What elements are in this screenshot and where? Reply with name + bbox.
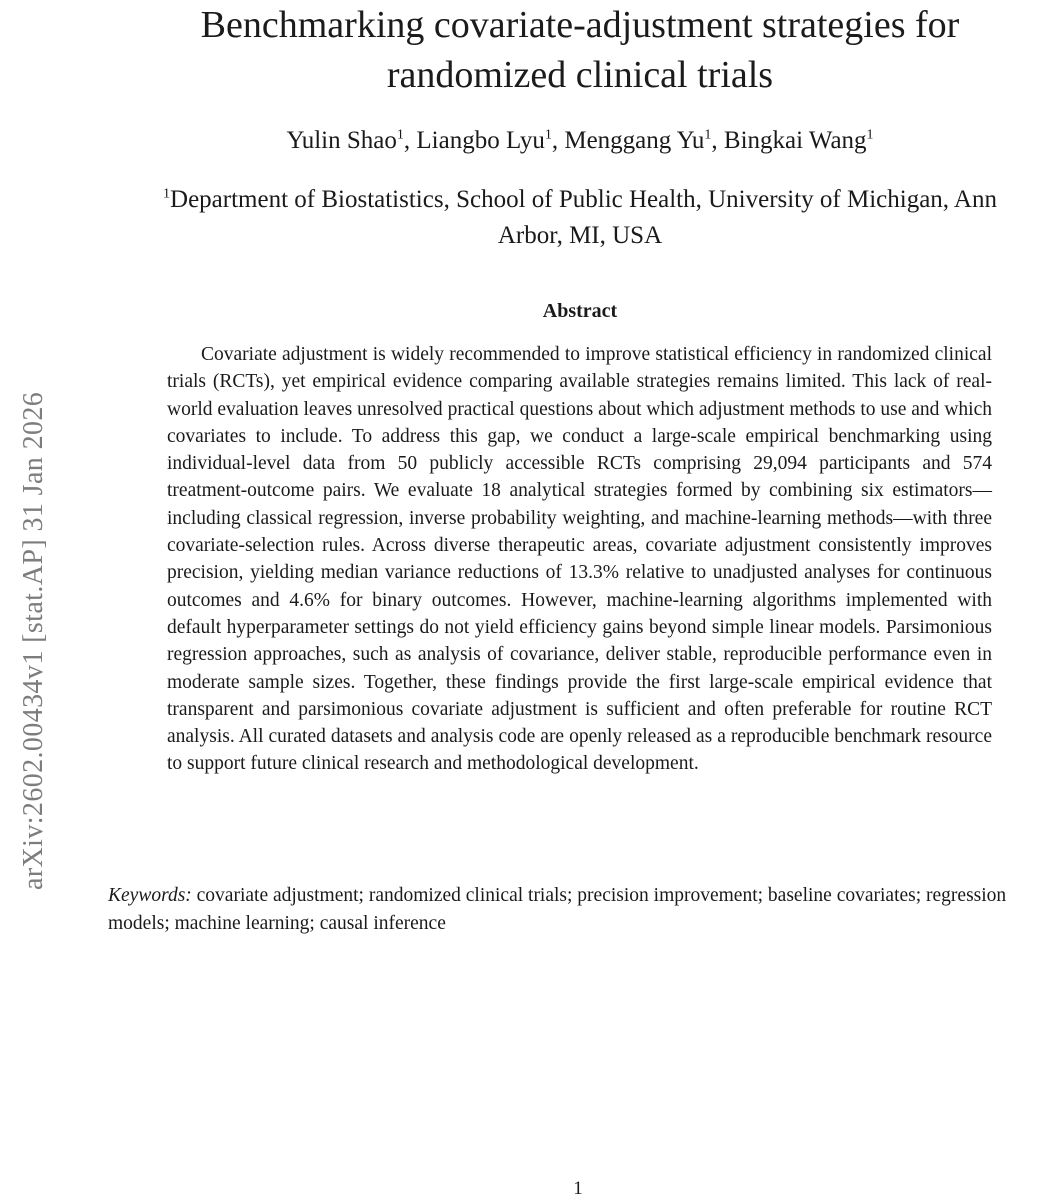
abstract-heading: Abstract bbox=[542, 300, 618, 322]
author-name: Menggang Yu bbox=[564, 127, 705, 154]
author-list: Yulin Shao$^1$, Liangbo Lyu$^1$, Menggang Yu$^1$, Bingkai Wang$^1$ bbox=[286, 127, 874, 154]
author-name: Bingkai Wang bbox=[723, 127, 867, 154]
affiliation-marker: 1 bbox=[163, 186, 171, 202]
keywords bbox=[108, 882, 1048, 937]
page-number: 1 bbox=[573, 1178, 583, 1199]
affiliation-text: Department of Biostatistics, School of Public Health, University of Michigan, Ann Arbor, MI, USA bbox=[170, 186, 997, 249]
keywords-text: covariate adjustment; randomized clinical trials; precision improvement; baseline covariates; regression models; machine learning; causal inference bbox=[108, 885, 1007, 934]
affiliation-marker: 1 bbox=[396, 127, 404, 143]
affiliation-marker: 1 bbox=[544, 127, 552, 143]
paper-title: Benchmarking covariate-adjustment strategies for randomized clinical trials bbox=[200, 4, 960, 96]
arxiv-identifier-stamp: arXiv:2602.00434v1 [stat.AP] 31 Jan 2026 bbox=[18, 391, 49, 890]
author-name: Yulin Shao bbox=[286, 127, 397, 154]
affiliation-marker: 1 bbox=[704, 127, 712, 143]
affiliation bbox=[130, 182, 1030, 254]
abstract-text: Covariate adjustment is widely recommended to improve statistical efficiency in randomized clinical trials (RCTs), yet empirical evidence comparing available strategies remains limited. This lack of real-world evaluation leaves unresolved practical questions about which adjustment methods to use and which covariates to include. To address this gap, we conduct a large-scale empirical benchmarking using individual-level data from 50 publicly accessible RCTs comprising 29,094 participants and 574 treatment-outcome pairs. We evaluate 18 analytical strategies formed by combining six estimators—including classical regression, inverse probability weighting, and machine-learning methods—with three covariate-selection rules. Across diverse therapeutic areas, covariate adjustment consistently improves precision, yielding median variance reductions of 13.3% relative to unadjusted analyses for continuous outcomes and 4.6% for binary outcomes. However, machine-learning algorithms implemented with default hyperparameter settings do not yield efficiency gains beyond simple linear models. Parsimonious regression approaches, such as analysis of covariance, deliver stable, reproducible performance even in moderate sample sizes. Together, these findings provide the first large-scale empirical evidence that transparent and parsimonious covariate adjustment is sufficient and often preferable for routine RCT analysis. All curated datasets and analysis code are openly released as a reproducible benchmark resource to support future clinical research and methodological development. bbox=[167, 344, 992, 775]
keywords-label: Keywords: bbox=[108, 885, 192, 906]
author-name: Liangbo Lyu bbox=[416, 127, 545, 154]
affiliation-marker: 1 bbox=[866, 127, 874, 143]
